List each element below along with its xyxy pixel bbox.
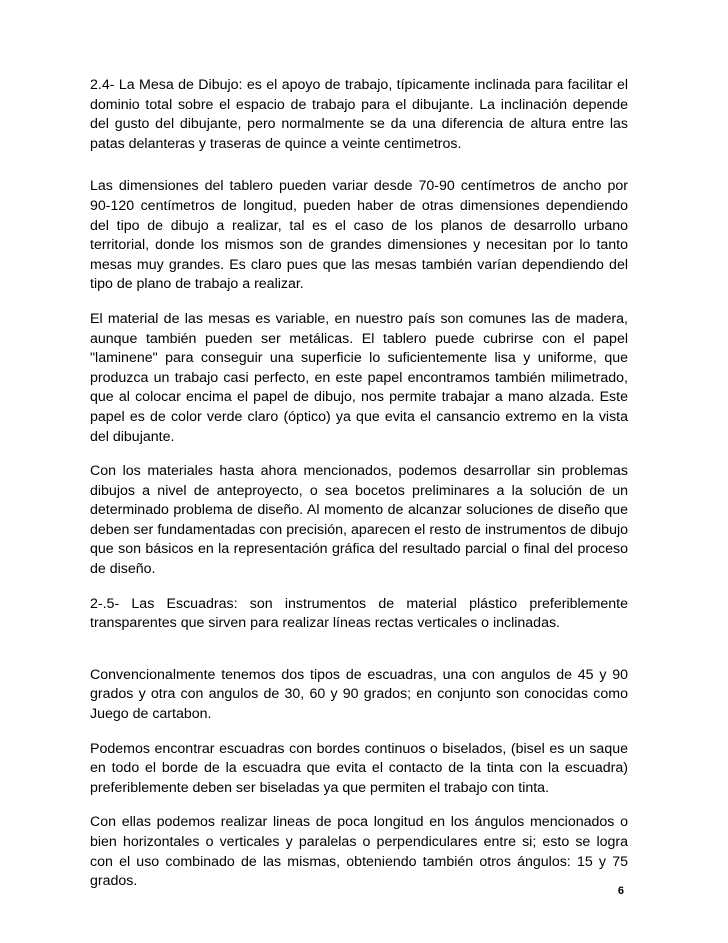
paragraph-escuadras: 2-.5- Las Escuadras: son instrumentos de material plástico preferiblemente transparentes que sirven para realizar líneas rectas verticales o inclinadas. (90, 595, 628, 632)
paragraph-tipos-escuadras: Convencionalmente tenemos dos tipos de escuadras, una con angulos de 45 y 90 grados y otra con angulos de 30, 60 y 90 grados; en conjunto son conocidas como Juego de cartabon. (90, 666, 628, 723)
paragraph-mesa-de-dibujo: 2.4- La Mesa de Dibujo: es el apoyo de trabajo, típicamente inclinada para facilitar el dominio total sobre el espacio de trabajo para el dibujante. La inclinación depende del gusto del dibujante, pero normalmente se da una diferencia de altura entre las patas delanteras y traseras de quince a veinte centimetros. (90, 77, 628, 152)
paragraph-materiales-mencionados: Con los materiales hasta ahora mencionados, podemos desarrollar sin problemas dibujos a nivel de anteproyecto, o sea bocetos preliminares a la solución de un determinado problema de diseño. Al momento de alcanzar soluciones de diseño que deben ser fundamentadas con precisión, aparecen el resto de instrumentos de dibujo que son básicos en la representación gráfica del resultado parcial o final del proceso de diseño. (90, 463, 628, 578)
page-number: 6 (617, 885, 624, 897)
paragraph-dimensiones-tablero: Las dimensiones del tablero pueden variar desde 70-90 centímetros de ancho por 90-120 centímetros de longitud, pueden haber de otras dimensiones dependiendo del tipo de dibujo a realizar, tal es el caso de los planos de desarrollo urbano territorial, donde los mismos son de grandes dimensiones y necesitan por lo tanto mesas muy grandes. Es claro pues que las mesas también varían dependiendo del tipo de plano de trabajo a realizar. (90, 178, 628, 293)
paragraph-bordes-escuadras: Podemos encontrar escuadras con bordes continuos o biselados, (bisel es un saque en todo el borde de la escuadra que evita el contacto de la tinta con la escuadra) preferiblemente deben ser biseladas ya que permiten el trabajo con tinta. (90, 740, 628, 796)
document-body (90, 76, 628, 892)
paragraph-uso-combinado: Con ellas podemos realizar lineas de poca longitud en los ángulos mencionados o bien horizontales o verticales y paralelas o perpendiculares entre si; esto se logra con el uso combinado de las mismas, obteniendo también otros ángulos: 15 y 75 grados. (90, 814, 628, 890)
paragraph-material-mesas: El material de las mesas es variable, en nuestro país son comunes las de madera, aunque también pueden ser metálicas. El tablero puede cubrirse con el papel "laminene" para conseguir una superficie lo suficientemente lisa y uniforme, que produzca un trabajo casi perfecto, en este papel encontramos también milimetrado, que al colocar encima el papel de dibujo, nos permite trabajar a mano alzada. Este papel es de color verde claro (óptico) ya que evita el cansancio extremo en la vista del dibujante. (90, 310, 628, 445)
